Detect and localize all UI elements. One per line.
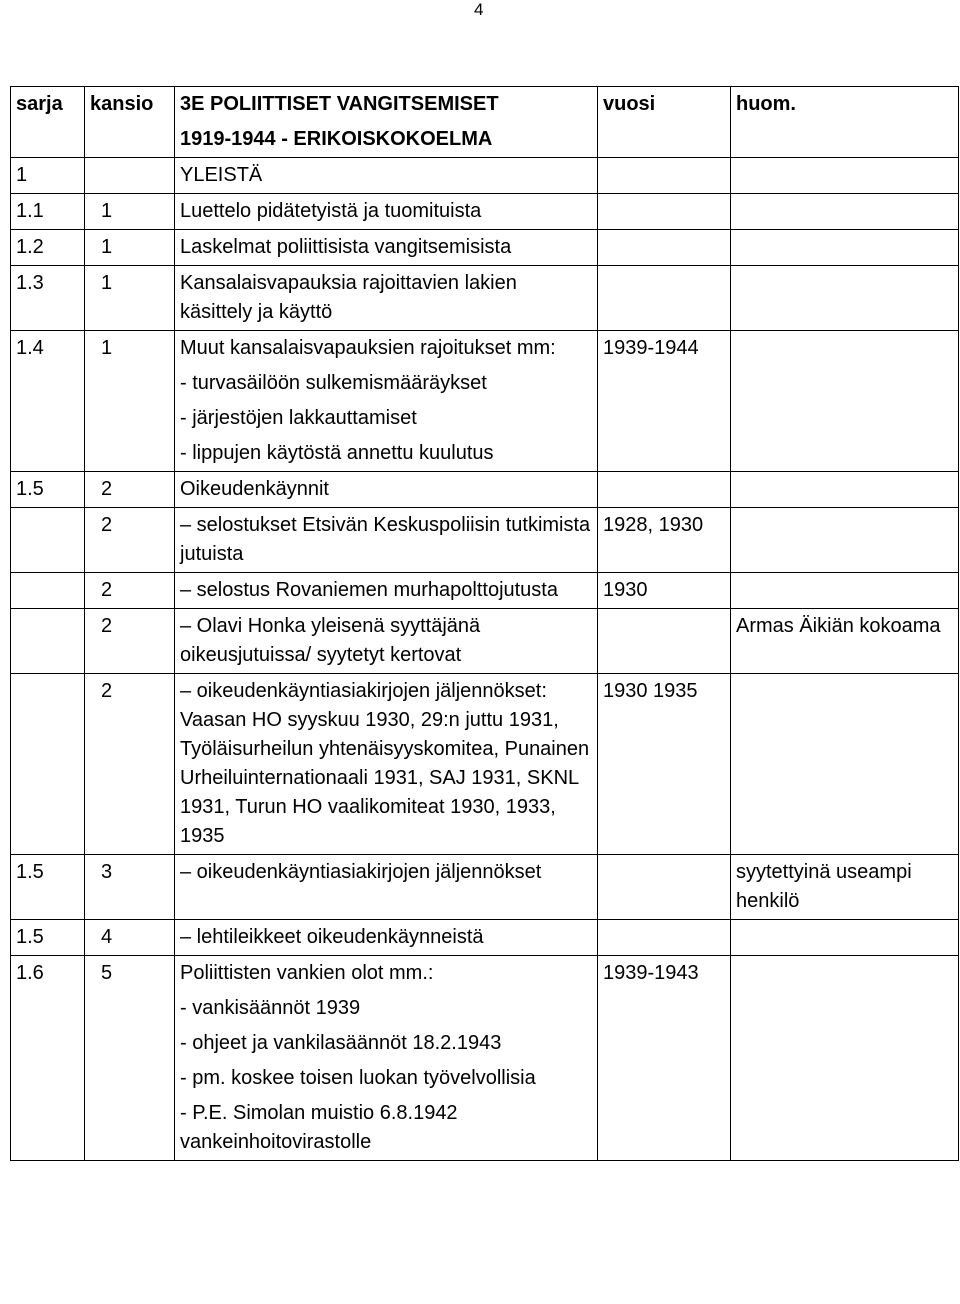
cell-sarja: 1.4 — [11, 331, 85, 472]
header-kansio: kansio — [85, 87, 175, 158]
cell-sarja: 1 — [11, 158, 85, 194]
cell-vuosi — [598, 266, 731, 331]
cell-huom — [731, 956, 959, 1161]
cell-vuosi: 1930 1935 — [598, 674, 731, 855]
description-subitem: - järjestöjen lakkauttamiset — [180, 407, 417, 429]
cell-sarja: 1.5 — [11, 855, 85, 920]
cell-description — [175, 573, 598, 609]
cell-vuosi — [598, 194, 731, 230]
page-number: 4 — [474, 0, 484, 19]
cell-description — [175, 855, 598, 920]
description-subitem: - lippujen käytöstä annettu kuulutus — [180, 442, 494, 464]
description-subitem: - P.E. Simolan muistio 6.8.1942 vankeinhoitovirastolle — [180, 1102, 458, 1153]
table-row — [11, 855, 959, 920]
table-row — [11, 956, 959, 1161]
table-row — [11, 609, 959, 674]
description-text: Oikeudenkäynnit — [180, 478, 329, 500]
cell-kansio: 1 — [85, 266, 175, 331]
description-text: – lehtileikkeet oikeudenkäynneistä — [180, 926, 484, 948]
description-text: YLEISTÄ — [180, 164, 263, 186]
description-text: – Olavi Honka yleisenä syyttäjänä oikeusjutuissa/ syytetyt kertovat — [180, 615, 481, 666]
table-row — [11, 472, 959, 508]
table-row — [11, 674, 959, 855]
description-text: Muut kansalaisvapauksien rajoitukset mm: — [180, 337, 556, 359]
cell-huom: Armas Äikiän kokoama — [731, 609, 959, 674]
header-huom: huom. — [731, 87, 959, 158]
cell-description — [175, 472, 598, 508]
cell-description — [175, 609, 598, 674]
cell-vuosi: 1928, 1930 — [598, 508, 731, 573]
cell-huom — [731, 920, 959, 956]
description-text: – oikeudenkäyntiasiakirjojen jäljennökset — [180, 861, 542, 883]
header-title-line2: 1919-1944 - ERIKOISKOKOELMA — [180, 128, 493, 150]
cell-description — [175, 508, 598, 573]
cell-huom — [731, 266, 959, 331]
header-title — [175, 87, 598, 158]
cell-kansio: 2 — [85, 573, 175, 609]
table-row — [11, 230, 959, 266]
cell-kansio: 1 — [85, 230, 175, 266]
cell-huom — [731, 230, 959, 266]
cell-vuosi — [598, 609, 731, 674]
cell-description — [175, 674, 598, 855]
archive-table — [10, 86, 959, 1161]
cell-vuosi — [598, 855, 731, 920]
cell-vuosi: 1930 — [598, 573, 731, 609]
description-subitem: - turvasäilöön sulkemismääräykset — [180, 372, 487, 394]
cell-vuosi — [598, 472, 731, 508]
cell-huom — [731, 573, 959, 609]
cell-huom — [731, 472, 959, 508]
cell-description — [175, 194, 598, 230]
table-header-row — [11, 87, 959, 158]
cell-sarja: 1.1 — [11, 194, 85, 230]
description-subitem: - vankisäännöt 1939 — [180, 997, 361, 1019]
cell-description — [175, 266, 598, 331]
cell-description — [175, 920, 598, 956]
header-sarja: sarja — [11, 87, 85, 158]
description-subitem: - pm. koskee toisen luokan työvelvollisia — [180, 1067, 536, 1089]
cell-sarja — [11, 674, 85, 855]
cell-sarja: 1.2 — [11, 230, 85, 266]
cell-sarja: 1.6 — [11, 956, 85, 1161]
cell-huom — [731, 194, 959, 230]
cell-sarja — [11, 573, 85, 609]
table-row — [11, 508, 959, 573]
cell-kansio: 1 — [85, 331, 175, 472]
table-row — [11, 194, 959, 230]
cell-huom — [731, 331, 959, 472]
cell-vuosi: 1939-1943 — [598, 956, 731, 1161]
cell-vuosi — [598, 230, 731, 266]
cell-huom — [731, 674, 959, 855]
description-text: – selostukset Etsivän Keskuspoliisin tutkimista jutuista — [180, 514, 591, 565]
description-text: – oikeudenkäyntiasiakirjojen jäljennökset: Vaasan HO syyskuu 1930, 29:n juttu 1931, Työläisurheilun yhtenäisyyskomitea, Punainen Urheiluinternationaali 1931, SAJ 1931, SKNL 1931, Turun HO vaalikomiteat 1930, 1933, 1935 — [180, 680, 590, 847]
cell-sarja: 1.5 — [11, 472, 85, 508]
cell-huom: syytettyinä useampi henkilö — [731, 855, 959, 920]
table-row — [11, 266, 959, 331]
cell-kansio: 2 — [85, 609, 175, 674]
cell-description — [175, 331, 598, 472]
cell-kansio: 3 — [85, 855, 175, 920]
cell-sarja — [11, 508, 85, 573]
cell-kansio: 2 — [85, 508, 175, 573]
cell-sarja: 1.5 — [11, 920, 85, 956]
description-subitem: - ohjeet ja vankilasäännöt 18.2.1943 — [180, 1032, 502, 1054]
cell-kansio: 2 — [85, 674, 175, 855]
description-text: Laskelmat poliittisista vangitsemisista — [180, 236, 512, 258]
header-title-line1: 3E POLIITTISET VANGITSEMISET — [180, 93, 499, 115]
cell-kansio: 5 — [85, 956, 175, 1161]
table-row — [11, 920, 959, 956]
cell-sarja: 1.3 — [11, 266, 85, 331]
cell-vuosi — [598, 158, 731, 194]
cell-kansio: 1 — [85, 194, 175, 230]
cell-vuosi — [598, 920, 731, 956]
cell-kansio: 2 — [85, 472, 175, 508]
cell-description — [175, 230, 598, 266]
description-text: Poliittisten vankien olot mm.: — [180, 962, 434, 984]
cell-kansio: 4 — [85, 920, 175, 956]
cell-vuosi: 1939-1944 — [598, 331, 731, 472]
cell-huom — [731, 158, 959, 194]
cell-sarja — [11, 609, 85, 674]
cell-kansio — [85, 158, 175, 194]
cell-huom — [731, 508, 959, 573]
cell-description — [175, 956, 598, 1161]
table-row — [11, 573, 959, 609]
description-text: – selostus Rovaniemen murhapolttojutusta — [180, 579, 558, 601]
cell-description — [175, 158, 598, 194]
table-row — [11, 331, 959, 472]
description-text: Luettelo pidätetyistä ja tuomituista — [180, 200, 482, 222]
description-text: Kansalaisvapauksia rajoittavien lakien käsittely ja käyttö — [180, 272, 517, 323]
table-row — [11, 158, 959, 194]
header-vuosi: vuosi — [598, 87, 731, 158]
